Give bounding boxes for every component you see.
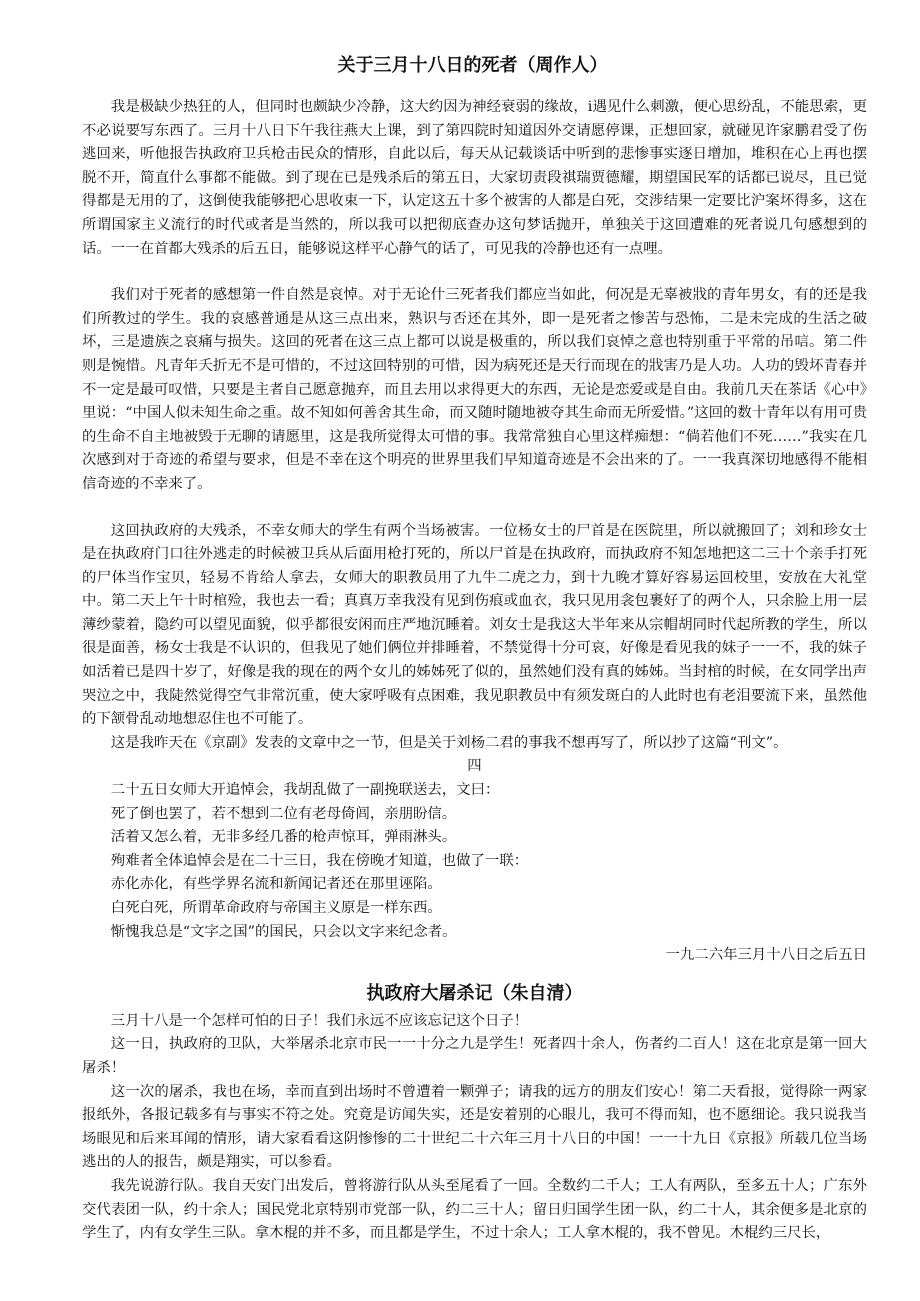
article1-paragraph-1: 我是极缺少热狂的人，但同时也颇缺少冷静，这大约因为神经衰弱的缘故，i遇见什么刺激，便心思纷乱，不能思索，更不必说要写东西了。三月十八日下午我往燕大上课，到了第四院时知道因外交请愿停课，正想回家，就碰见许家鹏君受了伤逃回来，听他报告执政府卫兵枪击民众的情形，自此以后，每天从记载谈话中听到的悲惨事实逐日增加，堆积在心上再也摆脱不开，简直什么事都不能做。到了现在已是残杀后的第五日，大家切责段祺瑞贾德耀，期望国民军的话都已说尽，且已觉得都是无用的了，这倒使我能够把心思收束一下，认定这五十多个被害的人都是白死，交涉结果一定要比沪案坏得多，这在所谓国家主义流行的时代或者是当然的，所以我可以把彻底查办这句梦话抛开，单独关于这回遭难的死者说几句感想到的话。一一在首都大残杀的后五日，能够说这样平心静气的话了，可见我的冷静也还有一点哩。 [82,99,867,257]
section-line: 惭愧我总是“文字之国”的国民，只会以文字来纪念者。 [110,923,457,940]
section-line: 二十五日女师大开追悼会，我胡乱做了一副挽联送去，文曰： [110,782,500,799]
article2-paragraph-4: 我先说游行队。我自天安门出发后，曾将游行队从头至尾看了一回。全数约二千人；工人有两队，至多五十人；广东外交代表团一队，约十余人；国民党北京特别市党部一队，约二三十人；留日归国学生团一队，约二十人，其余便多是北京的学生了，内有女学生三队。拿木棍的并不多，而且都是学生，不过十余人；工人拿木棍的，我不曾见。木棍约三尺长， [82,1177,867,1242]
article2-paragraph-2: 这一日，执政府的卫队，大举屠杀北京市民一一十分之九是学生！死者四十余人，伤者约二百人！这在北京是第一回大屠杀！ [82,1036,867,1076]
section-number: 四 [467,758,482,775]
date-line: 一九二六年三月十八日之后五日 [665,947,867,964]
article1-paragraph-3: 这回执政府的大残杀，不幸女师大的学生有两个当场被害。一位杨女士的尸首是在医院里，所以就搬回了；刘和珍女士是在执政府门口往外逃走的时候被卫兵从后面用枪打死的，所以尸首是在执政府，而执政府不知怎地把这二三十个亲手打死的尸体当作宝贝，轻易不肯给人拿去，女师大的职教员用了九牛二虎之力，到十九晚才算好容易运回校里，安放在大礼堂中。第二天上午十时棺殓，我也去一看；真真万幸我没有见到伤痕或血衣，我只见用衾包裹好了的两个人，只余脸上用一层薄纱蒙着，隐约可以望见面貌，似乎都很安闲而庄严地沉睡着。刘女士是我这大半年来从宗帽胡同时代起所教的学生，所以很是面善，杨女士我是不认识的，但我见了她们俩位并排睡着，不禁觉得十分可哀，好像是看见我的妹子一一不，我的妹子如活着已是四十岁了，好像是我的现在的两个女儿的姊姊死了似的，虽然她们没有真的姊姊。当封棺的时候，在女同学出声哭泣之中，我陡然觉得空气非常沉重，使大家呼吸有点困难，我见职教员中有须发斑白的人此时也有老泪要流下来，虽然他的下颔骨乱动地想忍住也不可能了。 [82,522,867,728]
article-title-1: 关于三月十八日的死者（周作人） [337,55,608,76]
couplet-line: 赤化赤化，有些学界名流和新闻记者还在那里诬陷。 [110,876,442,893]
article1-paragraph-4: 这是我昨天在《京副》发表的文章中之一节，但是关于刘杨二君的事我不想再写了，所以抄了这篇“刊文”。 [110,734,788,751]
couplet-line: 白死白死，所谓革命政府与帝国主义原是一样东西。 [110,900,442,916]
article-title-2: 执政府大屠杀记（朱自清） [366,982,583,1004]
couplet-line: 活着又怎么着，无非多经几番的枪声惊耳，弹雨淋头。 [110,829,457,846]
couplet-line: 死了倒也罢了，若不想到二位有老母倚闾，亲朋盼信。 [110,805,457,822]
section-line: 殉难者全体追悼会是在二十三日，我在傍晚才知道，也做了一联： [110,852,529,869]
article2-paragraph-3: 这一次的屠杀，我也在场，幸而直到出场时不曾遭着一颗弹子；请我的远方的朋友们安心！第二天看报，觉得除一两家报纸外，各报记载多有与事实不符之处。究竟是访闻失实，还是安着别的心眼儿，我可不得而知，也不愿细论。我只说我当场眼见和后来耳闻的情形，请大家看看这阴惨惨的二十世纪二十六年三月十八日的中国！一一十九日《京报》所载几位当场逃出的人的报告，颇是翔实，可以参看。 [82,1083,867,1171]
article2-paragraph-1: 三月十八是一个怎样可怕的日子！我们永远不应该忘记这个日子！ [110,1012,529,1029]
article1-paragraph-2: 我们对于死者的感想第一件自然是哀悼。对于无论什三死者我们都应当如此，何况是无辜被戕的青年男女，有的还是我们所教过的学生。我的哀感普通是从这三点出来，熟识与否还在其外，即一是死者之惨苦与恐怖，二是未完成的生活之破坏，三是遗族之哀痛与损失。这回的死者在这三点上都可以说是极重的，所以我们哀悼之意也特别重于平常的吊唁。第二件则是惋惜。凡青年夭折无不是可惜的，不过这回特别的可惜，因为病死还是天行而现在的戕害乃是人功。人功的毁坏青春并不一定是最可叹惜，只要是主者自己愿意抛弃，而且去用以求得更大的东西，无论是恋爱或是自由。我前几天在茶话《心中》里说：“中国人似未知生命之重。故不知如何善舍其生命，而又随时随地被夺其生命而无所爱惜。”这回的数十青年以有用可贵的生命不自主地被毁于无聊的请愿里，这是我所觉得太可惜的事。我常常独自心里这样痴想：“倘若他们不死……”我实在几次感到对于奇迹的希望与要求，但是不幸在这个明亮的世界里我们早知道奇迹是不会出来的了。一一我真深切地感得不能相信奇迹的不幸来了。 [82,287,867,492]
